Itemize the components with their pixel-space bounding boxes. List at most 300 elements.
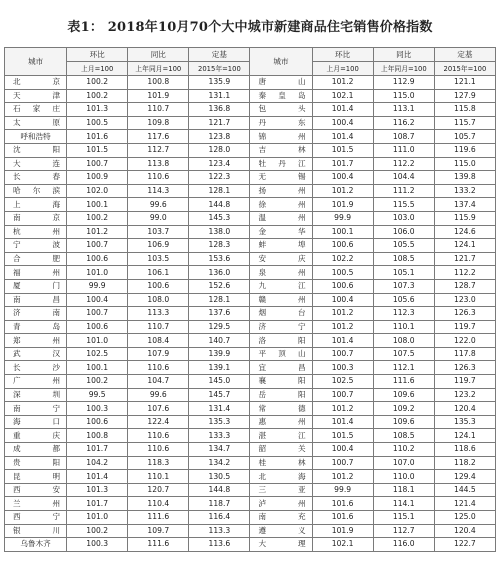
index-yoy-cell: 111.6	[373, 375, 434, 389]
city-name-cell: 桂林	[250, 456, 312, 470]
index-mom-cell: 100.6	[312, 239, 373, 253]
city-name-cell: 洛阳	[250, 334, 312, 348]
header-yoy-base-left: 上年同月=100	[128, 62, 189, 76]
index-yoy-cell: 116.2	[373, 116, 434, 130]
city-name-cell: 上海	[5, 198, 67, 212]
index-fixed-cell: 144.8	[189, 483, 250, 497]
table-row	[5, 443, 496, 457]
index-yoy-cell: 118.1	[373, 483, 434, 497]
index-fixed-cell: 118.7	[189, 497, 250, 511]
index-mom-cell: 101.6	[67, 130, 128, 144]
index-mom-cell: 100.4	[67, 293, 128, 307]
index-fixed-cell: 135.3	[434, 415, 495, 429]
index-fixed-cell: 128.7	[434, 279, 495, 293]
city-name-cell: 太原	[5, 116, 67, 130]
city-name-cell: 唐山	[250, 76, 312, 90]
table-row	[5, 103, 496, 117]
index-yoy-cell: 108.4	[128, 334, 189, 348]
index-fixed-cell: 121.1	[434, 76, 495, 90]
index-mom-cell: 101.0	[67, 511, 128, 525]
index-fixed-cell: 119.7	[434, 320, 495, 334]
index-mom-cell: 101.5	[67, 143, 128, 157]
index-mom-cell: 101.9	[312, 198, 373, 212]
index-mom-cell: 101.6	[312, 497, 373, 511]
index-fixed-cell: 124.1	[434, 429, 495, 443]
table-row	[5, 524, 496, 538]
index-mom-cell: 102.1	[312, 89, 373, 103]
index-mom-cell: 100.6	[67, 320, 128, 334]
index-yoy-cell: 113.1	[373, 103, 434, 117]
city-name-cell: 福州	[5, 266, 67, 280]
index-fixed-cell: 145.3	[189, 211, 250, 225]
index-yoy-cell: 107.3	[373, 279, 434, 293]
index-fixed-cell: 137.6	[189, 307, 250, 321]
index-yoy-cell: 115.0	[373, 89, 434, 103]
index-mom-cell: 101.0	[67, 266, 128, 280]
index-mom-cell: 101.0	[67, 334, 128, 348]
index-fixed-cell: 124.6	[434, 225, 495, 239]
index-mom-cell: 99.9	[67, 279, 128, 293]
city-name-cell: 济宁	[250, 320, 312, 334]
index-yoy-cell: 109.6	[373, 415, 434, 429]
header-fixed-base-left: 2015年=100	[189, 62, 250, 76]
city-name-cell: 南京	[5, 211, 67, 225]
index-yoy-cell: 109.2	[373, 402, 434, 416]
index-yoy-cell: 122.4	[128, 415, 189, 429]
index-fixed-cell: 123.8	[189, 130, 250, 144]
index-fixed-cell: 125.0	[434, 511, 495, 525]
index-fixed-cell: 119.6	[434, 143, 495, 157]
index-fixed-cell: 113.6	[189, 538, 250, 552]
index-mom-cell: 101.7	[312, 157, 373, 171]
table-row	[5, 320, 496, 334]
index-fixed-cell: 140.7	[189, 334, 250, 348]
index-fixed-cell: 129.5	[189, 320, 250, 334]
city-name-cell: 惠州	[250, 415, 312, 429]
index-mom-cell: 100.4	[312, 443, 373, 457]
city-name-cell: 成都	[5, 443, 67, 457]
index-yoy-cell: 100.8	[128, 76, 189, 90]
index-mom-cell: 102.5	[312, 375, 373, 389]
index-mom-cell: 100.2	[67, 89, 128, 103]
table-row	[5, 307, 496, 321]
index-mom-cell: 101.4	[312, 103, 373, 117]
index-fixed-cell: 144.8	[189, 198, 250, 212]
index-yoy-cell: 108.5	[373, 252, 434, 266]
index-yoy-cell: 108.5	[373, 429, 434, 443]
city-name-cell: 秦皇岛	[250, 89, 312, 103]
city-name-cell: 湛江	[250, 429, 312, 443]
index-yoy-cell: 110.2	[373, 443, 434, 457]
index-fixed-cell: 128.0	[189, 143, 250, 157]
index-mom-cell: 101.4	[67, 470, 128, 484]
city-name-cell: 哈尔滨	[5, 184, 67, 198]
index-mom-cell: 100.3	[67, 538, 128, 552]
city-name-cell: 泉州	[250, 266, 312, 280]
index-mom-cell: 100.7	[67, 307, 128, 321]
index-mom-cell: 100.1	[312, 225, 373, 239]
index-mom-cell: 102.5	[67, 347, 128, 361]
table-row	[5, 239, 496, 253]
index-fixed-cell: 126.3	[434, 307, 495, 321]
table-row	[5, 198, 496, 212]
index-yoy-cell: 108.0	[128, 293, 189, 307]
index-mom-cell: 100.7	[67, 157, 128, 171]
index-mom-cell: 101.4	[312, 415, 373, 429]
table-row	[5, 171, 496, 185]
index-yoy-cell: 112.1	[373, 361, 434, 375]
index-mom-cell: 101.2	[67, 225, 128, 239]
city-name-cell: 温州	[250, 211, 312, 225]
city-name-cell: 济南	[5, 307, 67, 321]
index-fixed-cell: 134.2	[189, 456, 250, 470]
header-mom-left: 环比	[67, 48, 128, 62]
index-yoy-cell: 106.9	[128, 239, 189, 253]
index-mom-cell: 101.3	[67, 103, 128, 117]
index-yoy-cell: 110.1	[373, 320, 434, 334]
table-row	[5, 157, 496, 171]
city-name-cell: 昆明	[5, 470, 67, 484]
index-fixed-cell: 145.0	[189, 375, 250, 389]
table-row	[5, 429, 496, 443]
header-yoy-left: 同比	[128, 48, 189, 62]
index-yoy-cell: 112.9	[373, 76, 434, 90]
index-mom-cell: 101.2	[312, 470, 373, 484]
city-name-cell: 丹东	[250, 116, 312, 130]
index-mom-cell: 101.5	[312, 143, 373, 157]
index-mom-cell: 99.9	[312, 483, 373, 497]
index-mom-cell: 100.1	[67, 361, 128, 375]
index-mom-cell: 100.4	[312, 293, 373, 307]
index-mom-cell: 100.6	[67, 415, 128, 429]
city-name-cell: 北京	[5, 76, 67, 90]
index-fixed-cell: 117.8	[434, 347, 495, 361]
index-mom-cell: 100.1	[67, 198, 128, 212]
city-name-cell: 青岛	[5, 320, 67, 334]
city-name-cell: 海口	[5, 415, 67, 429]
index-fixed-cell: 135.9	[189, 76, 250, 90]
index-mom-cell: 99.5	[67, 388, 128, 402]
index-mom-cell: 101.2	[312, 184, 373, 198]
index-fixed-cell: 123.0	[434, 293, 495, 307]
city-name-cell: 乌鲁木齐	[5, 538, 67, 552]
header-city-left: 城市	[5, 48, 67, 76]
index-fixed-cell: 115.9	[434, 211, 495, 225]
city-name-cell: 兰州	[5, 497, 67, 511]
table-row	[5, 470, 496, 484]
index-mom-cell: 101.7	[67, 443, 128, 457]
index-yoy-cell: 110.6	[128, 429, 189, 443]
index-yoy-cell: 109.8	[128, 116, 189, 130]
city-name-cell: 呼和浩特	[5, 130, 67, 144]
index-yoy-cell: 111.6	[128, 511, 189, 525]
index-fixed-cell: 119.7	[434, 375, 495, 389]
index-fixed-cell: 123.2	[434, 388, 495, 402]
city-name-cell: 锦州	[250, 130, 312, 144]
index-mom-cell: 101.2	[312, 320, 373, 334]
index-fixed-cell: 128.3	[189, 239, 250, 253]
index-fixed-cell: 153.6	[189, 252, 250, 266]
index-yoy-cell: 101.9	[128, 89, 189, 103]
index-fixed-cell: 127.9	[434, 89, 495, 103]
index-fixed-cell: 129.4	[434, 470, 495, 484]
index-fixed-cell: 113.3	[189, 524, 250, 538]
index-fixed-cell: 116.4	[189, 511, 250, 525]
index-yoy-cell: 110.6	[128, 361, 189, 375]
city-name-cell: 吉林	[250, 143, 312, 157]
index-mom-cell: 100.2	[67, 375, 128, 389]
city-name-cell: 平顶山	[250, 347, 312, 361]
city-name-cell: 包头	[250, 103, 312, 117]
index-fixed-cell: 115.0	[434, 157, 495, 171]
city-name-cell: 常德	[250, 402, 312, 416]
city-name-cell: 武汉	[5, 347, 67, 361]
city-name-cell: 遵义	[250, 524, 312, 538]
index-mom-cell: 100.2	[67, 524, 128, 538]
index-yoy-cell: 110.4	[128, 497, 189, 511]
index-yoy-cell: 106.1	[128, 266, 189, 280]
price-index-table	[4, 47, 496, 552]
index-mom-cell: 100.6	[312, 279, 373, 293]
index-yoy-cell: 114.3	[128, 184, 189, 198]
index-yoy-cell: 110.6	[128, 443, 189, 457]
index-yoy-cell: 107.9	[128, 347, 189, 361]
index-fixed-cell: 118.6	[434, 443, 495, 457]
index-yoy-cell: 109.6	[373, 388, 434, 402]
city-name-cell: 杭州	[5, 225, 67, 239]
table-row	[5, 415, 496, 429]
index-yoy-cell: 111.6	[128, 538, 189, 552]
city-name-cell: 无锡	[250, 171, 312, 185]
index-mom-cell: 101.7	[67, 497, 128, 511]
index-yoy-cell: 99.6	[128, 388, 189, 402]
index-fixed-cell: 139.8	[434, 171, 495, 185]
city-name-cell: 西宁	[5, 511, 67, 525]
city-name-cell: 安庆	[250, 252, 312, 266]
index-fixed-cell: 133.2	[434, 184, 495, 198]
index-fixed-cell: 115.7	[434, 116, 495, 130]
city-name-cell: 石家庄	[5, 103, 67, 117]
city-name-cell: 沈阳	[5, 143, 67, 157]
table-row	[5, 375, 496, 389]
city-name-cell: 广州	[5, 375, 67, 389]
table-row	[5, 211, 496, 225]
header-yoy-right: 同比	[373, 48, 434, 62]
city-name-cell: 扬州	[250, 184, 312, 198]
index-mom-cell: 100.7	[312, 347, 373, 361]
table-row	[5, 89, 496, 103]
index-mom-cell: 102.1	[312, 538, 373, 552]
table-row	[5, 76, 496, 90]
index-yoy-cell: 110.7	[128, 103, 189, 117]
index-yoy-cell: 110.0	[373, 470, 434, 484]
index-yoy-cell: 112.2	[373, 157, 434, 171]
index-yoy-cell: 115.1	[373, 511, 434, 525]
index-yoy-cell: 112.7	[373, 524, 434, 538]
index-yoy-cell: 108.0	[373, 334, 434, 348]
index-yoy-cell: 107.0	[373, 456, 434, 470]
index-fixed-cell: 128.1	[189, 293, 250, 307]
index-mom-cell: 100.6	[67, 252, 128, 266]
index-fixed-cell: 122.7	[434, 538, 495, 552]
index-fixed-cell: 128.1	[189, 184, 250, 198]
index-yoy-cell: 100.6	[128, 279, 189, 293]
index-fixed-cell: 122.0	[434, 334, 495, 348]
index-yoy-cell: 120.7	[128, 483, 189, 497]
index-mom-cell: 104.2	[67, 456, 128, 470]
table-row	[5, 225, 496, 239]
city-name-cell: 合肥	[5, 252, 67, 266]
index-yoy-cell: 112.3	[373, 307, 434, 321]
index-yoy-cell: 110.6	[128, 171, 189, 185]
index-fixed-cell: 145.7	[189, 388, 250, 402]
index-yoy-cell: 115.5	[373, 198, 434, 212]
index-mom-cell: 100.8	[67, 429, 128, 443]
city-name-cell: 韶关	[250, 443, 312, 457]
index-mom-cell: 100.2	[67, 211, 128, 225]
header-fixed-base-right: 2015年=100	[434, 62, 495, 76]
index-fixed-cell: 123.4	[189, 157, 250, 171]
index-mom-cell: 101.5	[312, 429, 373, 443]
index-yoy-cell: 103.0	[373, 211, 434, 225]
city-name-cell: 牡丹江	[250, 157, 312, 171]
index-fixed-cell: 137.4	[434, 198, 495, 212]
index-fixed-cell: 115.8	[434, 103, 495, 117]
city-name-cell: 重庆	[5, 429, 67, 443]
index-yoy-cell: 117.6	[128, 130, 189, 144]
header-mom-base-left: 上月=100	[67, 62, 128, 76]
table-row	[5, 143, 496, 157]
index-yoy-cell: 105.6	[373, 293, 434, 307]
index-fixed-cell: 139.1	[189, 361, 250, 375]
index-mom-cell: 99.9	[312, 211, 373, 225]
city-name-cell: 长沙	[5, 361, 67, 375]
table-row	[5, 497, 496, 511]
table-row	[5, 252, 496, 266]
city-name-cell: 贵阳	[5, 456, 67, 470]
index-fixed-cell: 139.9	[189, 347, 250, 361]
city-name-cell: 宁波	[5, 239, 67, 253]
index-yoy-cell: 105.5	[373, 239, 434, 253]
index-fixed-cell: 121.4	[434, 497, 495, 511]
table-row	[5, 130, 496, 144]
index-yoy-cell: 110.7	[128, 320, 189, 334]
city-name-cell: 襄阳	[250, 375, 312, 389]
index-mom-cell: 100.7	[312, 456, 373, 470]
table-body	[5, 76, 496, 552]
index-yoy-cell: 105.1	[373, 266, 434, 280]
index-fixed-cell: 124.1	[434, 239, 495, 253]
city-name-cell: 徐州	[250, 198, 312, 212]
index-fixed-cell: 136.0	[189, 266, 250, 280]
city-name-cell: 南充	[250, 511, 312, 525]
index-yoy-cell: 109.7	[128, 524, 189, 538]
index-fixed-cell: 133.3	[189, 429, 250, 443]
table-row	[5, 402, 496, 416]
index-yoy-cell: 114.1	[373, 497, 434, 511]
city-name-cell: 南昌	[5, 293, 67, 307]
index-fixed-cell: 134.7	[189, 443, 250, 457]
index-mom-cell: 100.5	[67, 116, 128, 130]
index-fixed-cell: 105.7	[434, 130, 495, 144]
index-mom-cell: 101.6	[312, 511, 373, 525]
index-fixed-cell: 136.8	[189, 103, 250, 117]
index-fixed-cell: 152.6	[189, 279, 250, 293]
index-fixed-cell: 138.0	[189, 225, 250, 239]
table-row	[5, 266, 496, 280]
index-fixed-cell: 135.3	[189, 415, 250, 429]
table-row	[5, 511, 496, 525]
city-name-cell: 天津	[5, 89, 67, 103]
table-row	[5, 334, 496, 348]
table-row	[5, 388, 496, 402]
city-name-cell: 大理	[250, 538, 312, 552]
table-row	[5, 538, 496, 552]
header-mom-base-right: 上月=100	[312, 62, 373, 76]
city-name-cell: 郑州	[5, 334, 67, 348]
city-name-cell: 宜昌	[250, 361, 312, 375]
index-mom-cell: 102.2	[312, 252, 373, 266]
index-yoy-cell: 103.5	[128, 252, 189, 266]
city-name-cell: 烟台	[250, 307, 312, 321]
index-yoy-cell: 99.0	[128, 211, 189, 225]
index-yoy-cell: 113.8	[128, 157, 189, 171]
city-name-cell: 大连	[5, 157, 67, 171]
city-name-cell: 长春	[5, 171, 67, 185]
header-city-right: 城市	[250, 48, 312, 76]
index-mom-cell: 101.9	[312, 524, 373, 538]
index-mom-cell: 101.2	[312, 307, 373, 321]
index-yoy-cell: 110.1	[128, 470, 189, 484]
city-name-cell: 赣州	[250, 293, 312, 307]
table-header	[5, 48, 496, 76]
city-name-cell: 银川	[5, 524, 67, 538]
index-yoy-cell: 112.7	[128, 143, 189, 157]
index-yoy-cell: 99.6	[128, 198, 189, 212]
city-name-cell: 岳阳	[250, 388, 312, 402]
table-row	[5, 293, 496, 307]
index-fixed-cell: 112.2	[434, 266, 495, 280]
index-fixed-cell: 122.3	[189, 171, 250, 185]
city-name-cell: 西安	[5, 483, 67, 497]
city-name-cell: 南宁	[5, 402, 67, 416]
city-name-cell: 泸州	[250, 497, 312, 511]
index-fixed-cell: 120.4	[434, 402, 495, 416]
index-yoy-cell: 111.0	[373, 143, 434, 157]
index-yoy-cell: 111.2	[373, 184, 434, 198]
index-yoy-cell: 107.6	[128, 402, 189, 416]
index-mom-cell: 101.2	[312, 402, 373, 416]
index-fixed-cell: 144.5	[434, 483, 495, 497]
header-mom-right: 环比	[312, 48, 373, 62]
index-mom-cell: 100.4	[312, 171, 373, 185]
index-mom-cell: 101.4	[312, 130, 373, 144]
index-yoy-cell: 106.0	[373, 225, 434, 239]
city-name-cell: 九江	[250, 279, 312, 293]
index-mom-cell: 100.9	[67, 171, 128, 185]
city-name-cell: 厦门	[5, 279, 67, 293]
index-fixed-cell: 120.4	[434, 524, 495, 538]
index-yoy-cell: 116.0	[373, 538, 434, 552]
index-fixed-cell: 130.5	[189, 470, 250, 484]
table-title: 表1： 2018年10月70个大中城市新建商品住宅销售价格指数	[67, 20, 433, 35]
index-fixed-cell: 131.4	[189, 402, 250, 416]
index-mom-cell: 100.7	[67, 239, 128, 253]
header-fixed-right: 定基	[434, 48, 495, 62]
index-mom-cell: 101.2	[312, 76, 373, 90]
index-fixed-cell: 121.7	[434, 252, 495, 266]
table-row	[5, 347, 496, 361]
